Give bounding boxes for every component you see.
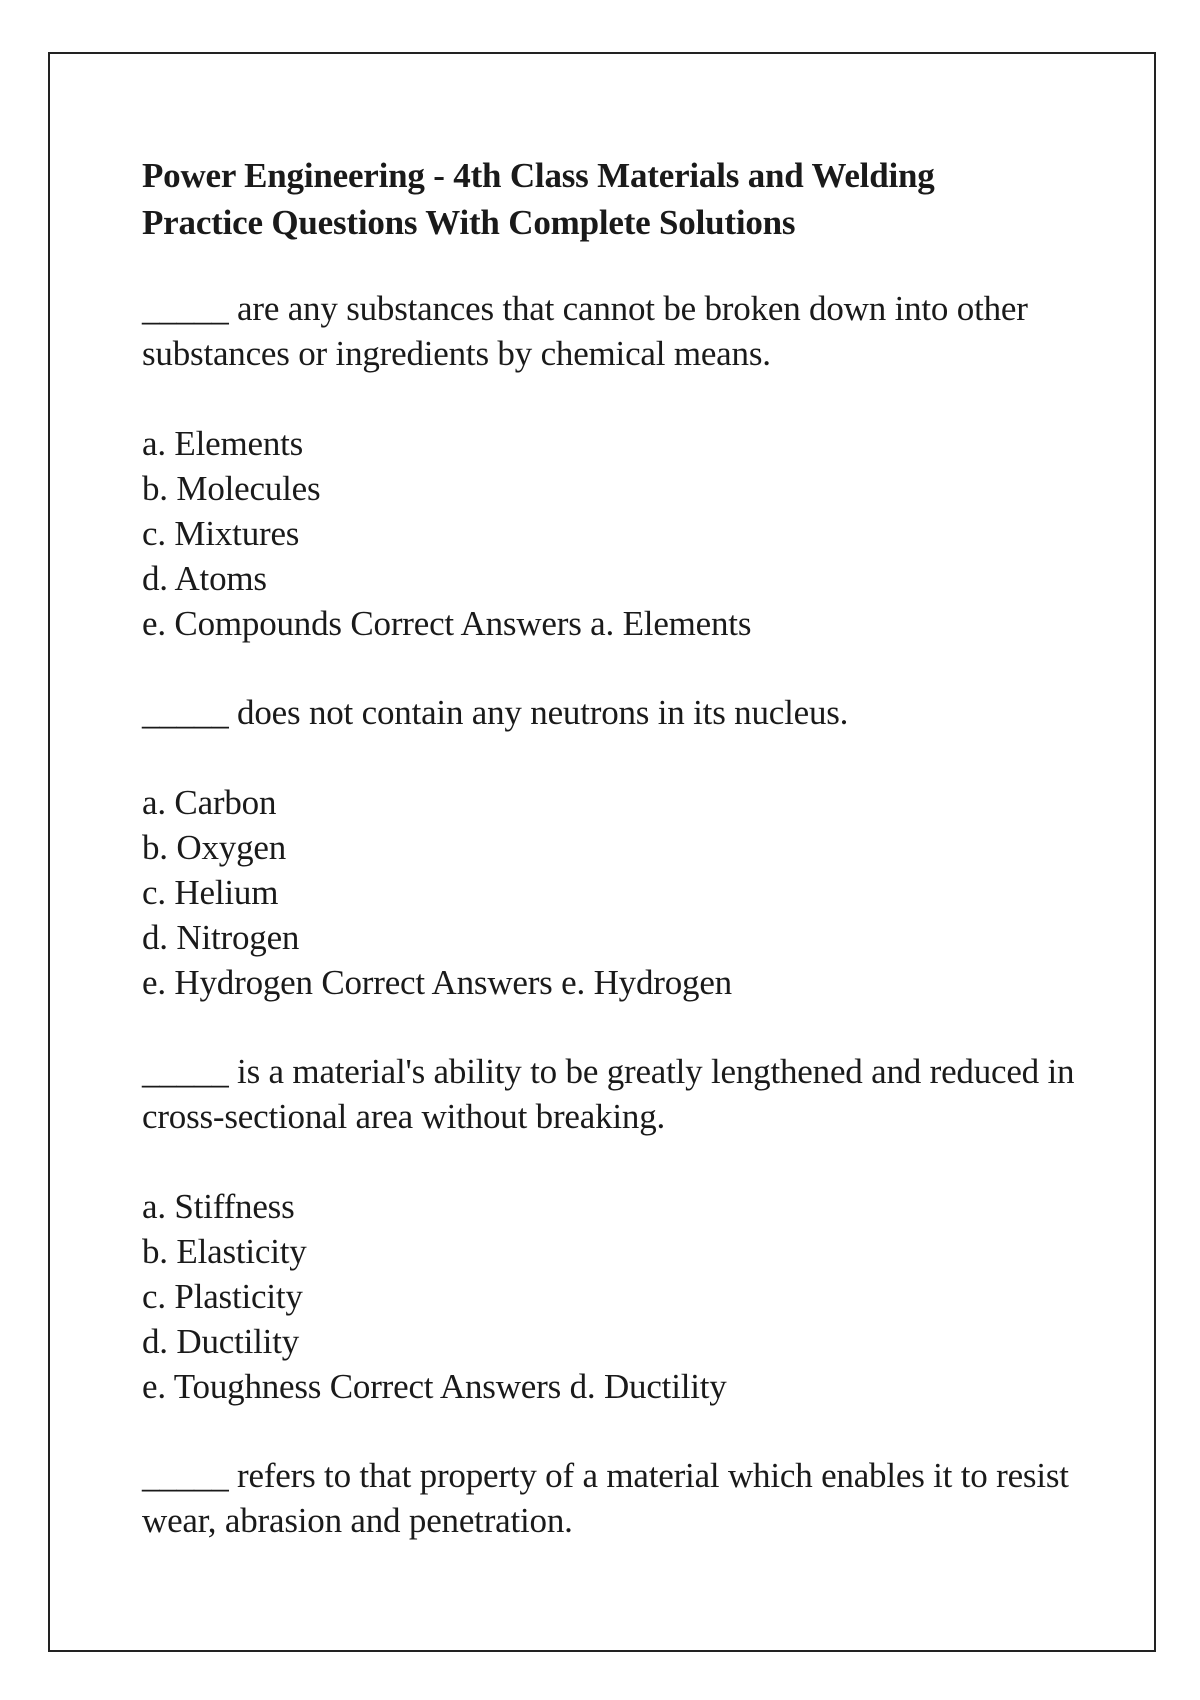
option-e-with-answer: e. Compounds Correct Answers a. Elements: [142, 604, 752, 643]
question-1: [142, 286, 1082, 646]
question-stem: _____ refers to that property of a material which enables it to resist wear, abrasion and penetration.: [142, 1456, 1069, 1540]
document-body: [142, 152, 1082, 1588]
question-stem: _____ does not contain any neutrons in its nucleus.: [142, 693, 849, 732]
option-e-with-answer: e. Toughness Correct Answers d. Ductility: [142, 1367, 727, 1406]
option-d: d. Atoms: [142, 559, 267, 598]
option-b: b. Molecules: [142, 469, 321, 508]
option-a: a. Stiffness: [142, 1187, 295, 1226]
question-3: [142, 1049, 1082, 1409]
option-d: d. Ductility: [142, 1322, 300, 1361]
question-stem: _____ is a material's ability to be greatly lengthened and reduced in cross-sectional area without breaking.: [142, 1052, 1075, 1136]
option-e-with-answer: e. Hydrogen Correct Answers e. Hydrogen: [142, 963, 732, 1002]
option-b: b. Elasticity: [142, 1232, 307, 1271]
question-4: [142, 1453, 1082, 1543]
option-c: c. Plasticity: [142, 1277, 303, 1316]
question-stem: _____ are any substances that cannot be broken down into other substances or ingredients by chemical means.: [142, 289, 1028, 373]
document-title: [142, 152, 1082, 246]
question-2: [142, 690, 1082, 1005]
option-a: a. Elements: [142, 424, 304, 463]
option-d: d. Nitrogen: [142, 918, 300, 957]
option-a: a. Carbon: [142, 783, 277, 822]
option-c: c. Helium: [142, 873, 279, 912]
option-b: b. Oxygen: [142, 828, 287, 867]
option-c: c. Mixtures: [142, 514, 300, 553]
title-line-2: Practice Questions With Complete Solutions: [142, 203, 796, 242]
title-line-1: Power Engineering - 4th Class Materials and Welding: [142, 156, 935, 195]
